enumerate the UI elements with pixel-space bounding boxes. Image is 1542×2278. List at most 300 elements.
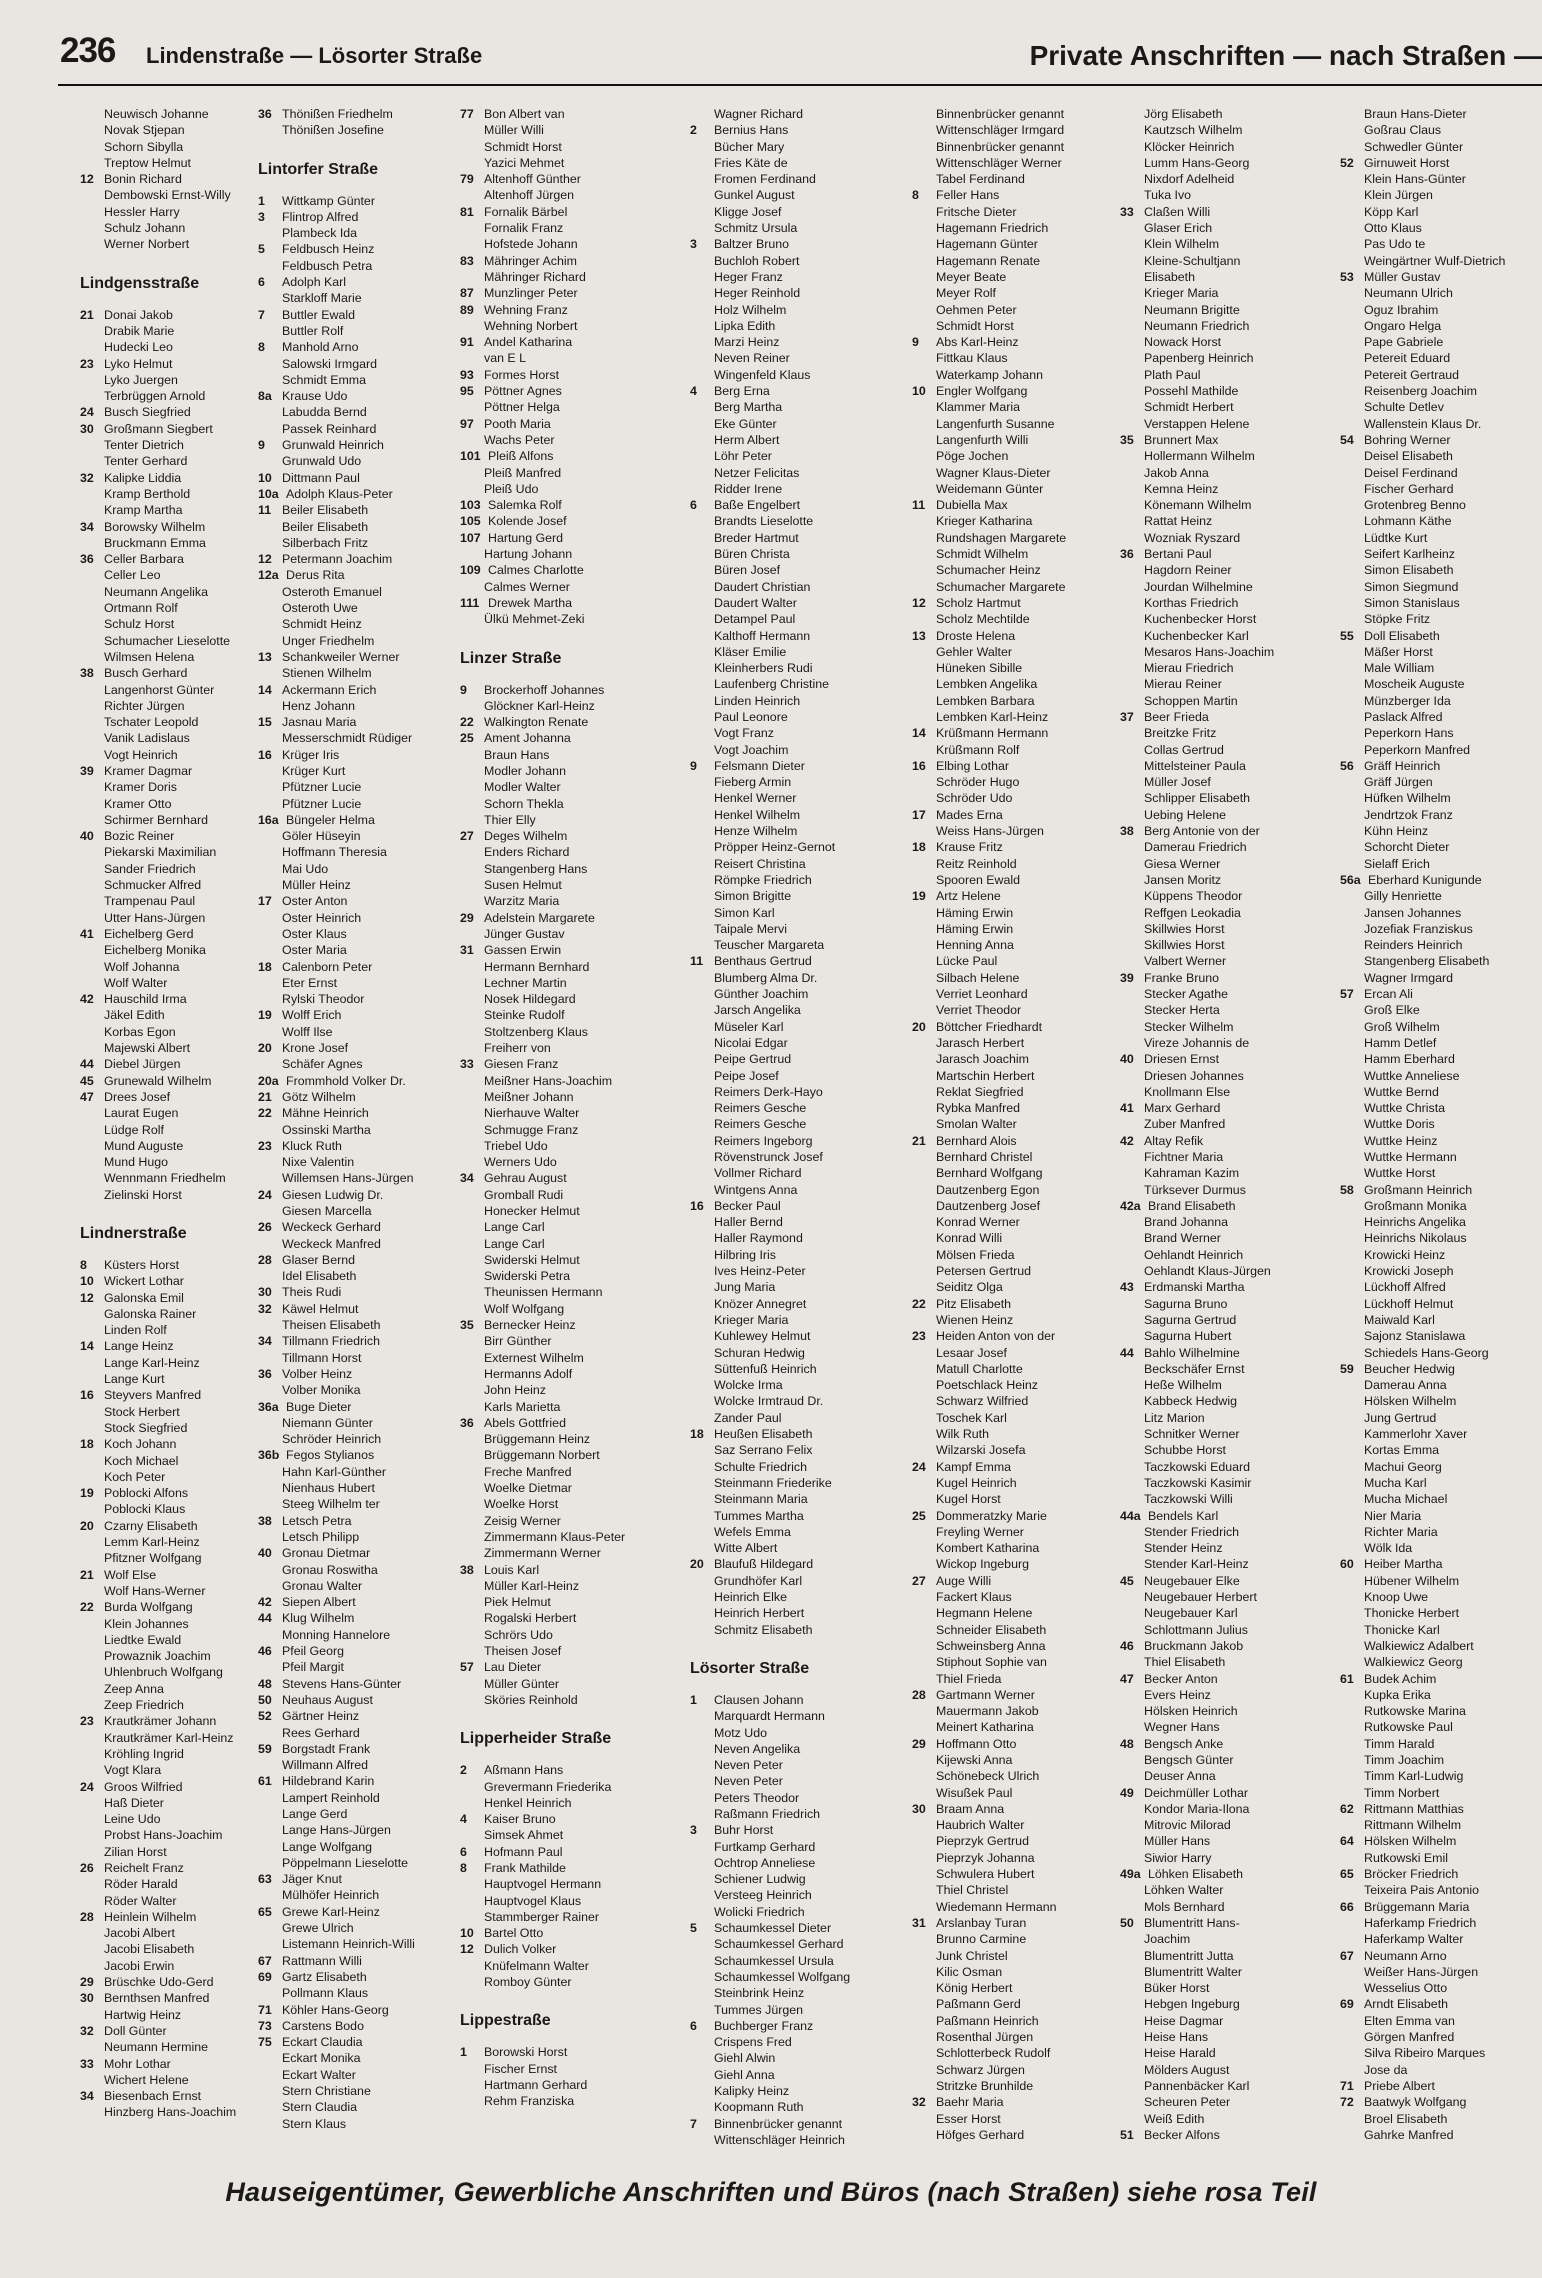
resident-entry [1120, 1084, 1325, 1100]
resident-entry [1340, 1100, 1542, 1116]
resident-entry [80, 763, 285, 779]
resident-entry [690, 1051, 895, 1067]
resident-name: Buchloh Robert [714, 253, 800, 268]
house-number: 69 [258, 1969, 272, 1984]
house-number: 11 [258, 503, 272, 518]
house-number: 8a [258, 389, 272, 404]
resident-name: Schwarz Wilfried [936, 1394, 1029, 1409]
resident-entry [690, 1475, 895, 1491]
resident-name: Theis Rudi [282, 1285, 342, 1300]
resident-name: Glöckner Karl-Heinz [484, 698, 595, 713]
resident-name: Goßrau Claus [1364, 123, 1442, 138]
resident-name: Lau Dieter [484, 1660, 542, 1675]
resident-entry [460, 844, 665, 860]
resident-name: Heise Dagmar [1144, 2013, 1224, 2028]
resident-name: Schuran Hedwig [714, 1345, 805, 1360]
resident-name: Jarasch Herbert [936, 1035, 1025, 1050]
resident-entry [460, 171, 665, 187]
resident-entry [80, 649, 285, 665]
resident-entry [912, 1931, 1117, 1947]
resident-entry [912, 562, 1117, 578]
resident-entry [460, 1464, 665, 1480]
resident-name: Müseler Karl [714, 1019, 784, 1034]
resident-name: Krüßmann Hermann [936, 726, 1049, 741]
resident-name: Verriet Theodor [936, 1003, 1022, 1018]
resident-name: Netzer Felicitas [714, 465, 800, 480]
resident-entry [1120, 171, 1325, 187]
resident-entry [80, 551, 285, 567]
resident-entry [690, 1839, 895, 1855]
resident-entry [80, 122, 285, 138]
resident-name: Wickert Lothar [104, 1274, 184, 1289]
resident-name: Wintgens Anna [714, 1182, 798, 1197]
resident-name: Feller Hans [936, 188, 1000, 203]
resident-name: Jozefiak Franziskus [1364, 921, 1473, 936]
resident-name: Stiphout Sophie van [936, 1655, 1047, 1670]
resident-entry [258, 1822, 463, 1838]
resident-entry [1120, 1149, 1325, 1165]
resident-name: Wilk Ruth [936, 1427, 990, 1442]
house-number: 12a [258, 568, 279, 583]
resident-name: Lange Hans-Jürgen [282, 1823, 391, 1838]
resident-name: Heiber Martha [1364, 1557, 1443, 1572]
resident-name: Jung Maria [714, 1280, 776, 1295]
resident-entry [80, 502, 285, 518]
resident-name: Schlipper Elisabeth [1144, 791, 1251, 806]
resident-name: Langenfurth Willi [936, 432, 1029, 447]
resident-name: Stecker Wilhelm [1144, 1019, 1234, 1034]
resident-name: Mähringer Richard [484, 269, 586, 284]
resident-name: Zilian Horst [104, 1844, 167, 1859]
resident-name: Meyer Beate [936, 269, 1007, 284]
resident-name: Krüger Kurt [282, 763, 346, 778]
house-number: 22 [80, 1600, 94, 1615]
resident-entry [690, 220, 895, 236]
resident-entry [690, 187, 895, 203]
resident-entry [912, 367, 1117, 383]
resident-name: Wiedemann Hermann [936, 1899, 1057, 1914]
house-number: 26 [258, 1220, 272, 1235]
resident-name: Kolende Josef [488, 514, 567, 529]
resident-entry [1340, 122, 1542, 138]
resident-entry [460, 1941, 665, 1957]
resident-name: Litz Marion [1144, 1410, 1205, 1425]
resident-entry [690, 1182, 895, 1198]
house-number: 18 [912, 840, 926, 855]
resident-name: Gärtner Heinz [282, 1709, 360, 1724]
resident-name: Steinbrink Heinz [714, 1986, 805, 2001]
resident-name: Wuttke Horst [1364, 1166, 1436, 1181]
resident-entry [1120, 1247, 1325, 1263]
resident-entry [912, 676, 1117, 692]
resident-name: Hamm Eberhard [1364, 1052, 1455, 1067]
house-number: 36 [258, 1366, 272, 1381]
resident-name: Male William [1364, 661, 1435, 676]
resident-entry [1340, 1556, 1542, 1572]
resident-name: Raßmann Friedrich [714, 1806, 821, 1821]
resident-name: Groos Wilfried [104, 1779, 183, 1794]
resident-name: Neugebauer Karl [1144, 1606, 1238, 1621]
resident-entry [690, 774, 895, 790]
resident-name: Sander Friedrich [104, 861, 196, 876]
resident-name: Schaumkessel Ursula [714, 1953, 834, 1968]
resident-name: Binnenbrücker genannt [714, 2116, 843, 2131]
resident-name: Hagemann Günter [936, 237, 1038, 252]
house-number: 30 [258, 1285, 272, 1300]
resident-entry [912, 856, 1117, 872]
resident-name: Neumann Hermine [104, 2040, 208, 2055]
resident-name: Dautzenberg Josef [936, 1198, 1041, 1213]
resident-name: Petermann Joachim [282, 552, 393, 567]
resident-name: Hollermann Wilhelm [1144, 449, 1255, 464]
resident-name: Weiss Hans-Jürgen [936, 824, 1044, 839]
resident-name: Deisel Elisabeth [1364, 449, 1453, 464]
resident-entry [258, 421, 463, 437]
house-number: 81 [460, 204, 474, 219]
resident-name: Lemm Karl-Heinz [104, 1535, 200, 1550]
resident-entry [912, 1279, 1117, 1295]
resident-entry [80, 404, 285, 420]
resident-name: Oehlandt Heinrich [1144, 1247, 1244, 1262]
resident-entry [690, 285, 895, 301]
resident-name: Eichelberg Gerd [104, 926, 194, 941]
resident-name: Simon Brigitte [714, 889, 792, 904]
resident-entry [912, 1133, 1117, 1149]
resident-entry [1120, 106, 1325, 122]
resident-entry [1340, 1801, 1542, 1817]
house-number: 24 [912, 1459, 926, 1474]
resident-entry [690, 1263, 895, 1279]
resident-entry [258, 1969, 463, 1985]
resident-entry [690, 465, 895, 481]
house-number: 36 [258, 107, 272, 121]
resident-name: Wittenschläger Werner [936, 155, 1062, 170]
resident-name: Brand Werner [1144, 1231, 1221, 1246]
resident-entry [690, 1198, 895, 1214]
resident-name: Neumann Friedrich [1144, 318, 1250, 333]
resident-entry [1340, 465, 1542, 481]
resident-entry [912, 481, 1117, 497]
resident-entry [1340, 1279, 1542, 1295]
resident-name: Wölk Ida [1364, 1541, 1413, 1556]
house-number: 5 [690, 1921, 697, 1936]
resident-name: Grewe Ulrich [282, 1921, 354, 1936]
resident-name: Freyling Werner [936, 1524, 1024, 1539]
house-number: 29 [80, 1975, 94, 1990]
resident-entry [1340, 937, 1542, 953]
resident-entry [690, 1084, 895, 1100]
resident-name: Böttcher Friedhardt [936, 1019, 1043, 1034]
resident-name: Häming Erwin [936, 921, 1014, 936]
resident-entry [460, 1007, 665, 1023]
resident-entry [258, 893, 463, 909]
resident-entry [258, 258, 463, 274]
resident-name: Henkel Heinrich [484, 1795, 572, 1810]
resident-entry [690, 334, 895, 350]
resident-entry [1120, 758, 1325, 774]
resident-name: Jendrtzok Franz [1364, 807, 1453, 822]
resident-name: Grunwald Udo [282, 454, 362, 469]
resident-name: Röder Harald [104, 1877, 178, 1892]
resident-entry [690, 1622, 895, 1638]
resident-entry [258, 274, 463, 290]
resident-entry [1120, 1393, 1325, 1409]
resident-name: Rutkowske Paul [1364, 1720, 1453, 1735]
resident-entry [1340, 1019, 1542, 1035]
resident-name: Erdmanski Martha [1144, 1280, 1245, 1295]
resident-entry [258, 763, 463, 779]
resident-name: Verriet Leonhard [936, 987, 1028, 1002]
resident-name: Jarsch Angelika [714, 1003, 801, 1018]
resident-entry [912, 1296, 1117, 1312]
resident-entry [460, 383, 665, 399]
house-number: 40 [258, 1546, 272, 1561]
resident-name: Höfges Gerhard [936, 2127, 1025, 2142]
resident-entry [1340, 1687, 1542, 1703]
resident-entry [912, 888, 1117, 904]
resident-name: Bernhard Alois [936, 1133, 1017, 1148]
resident-entry [1120, 1019, 1325, 1035]
resident-entry [258, 1659, 463, 1675]
resident-entry [690, 106, 895, 122]
resident-entry [1340, 2013, 1542, 2029]
resident-name: Oster Anton [282, 894, 348, 909]
resident-entry [80, 323, 285, 339]
resident-entry [460, 1925, 665, 1941]
resident-entry [912, 1312, 1117, 1328]
resident-name: Toschek Karl [936, 1410, 1007, 1425]
house-number: 75 [258, 2035, 272, 2050]
resident-name: Fackert Klaus [936, 1590, 1012, 1605]
resident-name: Pas Udo te [1364, 237, 1426, 252]
resident-name: Schlottmann Julius [1144, 1622, 1248, 1637]
resident-name: Skillwies Horst [1144, 938, 1225, 953]
resident-entry [258, 1562, 463, 1578]
resident-entry [1120, 497, 1325, 513]
house-number: 105 [460, 514, 481, 529]
resident-name: Bengsch Günter [1144, 1752, 1234, 1767]
resident-entry [460, 1659, 665, 1675]
resident-entry [690, 2067, 895, 2083]
resident-name: Sajonz Stanislawa [1364, 1329, 1466, 1344]
resident-entry [690, 562, 895, 578]
resident-name: Bernthsen Manfred [104, 1991, 210, 2006]
resident-entry [912, 774, 1117, 790]
resident-name: Jarasch Joachim [936, 1052, 1029, 1067]
resident-name: van E L [484, 351, 527, 366]
resident-entry [258, 1627, 463, 1643]
resident-name: Grunwald Heinrich [282, 438, 384, 453]
resident-entry [460, 1154, 665, 1170]
resident-name: Zeep Anna [104, 1681, 164, 1696]
resident-name: Büker Horst [1144, 1981, 1210, 1996]
resident-entry [1120, 953, 1325, 969]
house-number: 73 [258, 2018, 272, 2033]
resident-name: Glaser Bernd [282, 1252, 356, 1267]
resident-entry [80, 1762, 285, 1778]
resident-entry [80, 1518, 285, 1534]
resident-name: Stangenberg Elisabeth [1364, 954, 1490, 969]
resident-name: Stender Heinz [1144, 1541, 1223, 1556]
resident-entry [1340, 350, 1542, 366]
resident-name: Knüfelmann Walter [484, 1958, 589, 1973]
resident-name: Wittenschläger Irmgard [936, 123, 1065, 138]
resident-entry [258, 290, 463, 306]
resident-name: Letsch Petra [282, 1513, 352, 1528]
resident-name: Silbach Helene [936, 970, 1020, 985]
resident-name: Dembowski Ernst-Willy [104, 188, 231, 203]
resident-entry [460, 481, 665, 497]
resident-entry [690, 872, 895, 888]
resident-name: Heinlein Wilhelm [104, 1909, 197, 1924]
resident-name: Kugel Horst [936, 1492, 1001, 1507]
resident-entry [460, 1122, 665, 1138]
resident-entry [1120, 1345, 1325, 1361]
house-number: 45 [1120, 1573, 1134, 1588]
resident-name: Grundhöfer Karl [714, 1573, 803, 1588]
resident-entry [258, 1431, 463, 1447]
resident-entry [80, 1355, 285, 1371]
resident-entry [912, 1573, 1117, 1589]
resident-entry [1120, 139, 1325, 155]
resident-name: Stoltzenberg Klaus [484, 1024, 589, 1039]
resident-entry [460, 530, 665, 546]
resident-entry [1340, 546, 1542, 562]
resident-entry [460, 1610, 665, 1626]
resident-name: Lücke Paul [936, 954, 998, 969]
house-number: 21 [258, 1089, 272, 1104]
house-number: 55 [1340, 628, 1354, 643]
house-number: 32 [258, 1301, 272, 1316]
resident-entry [912, 1459, 1117, 1475]
resident-name: Stender Friedrich [1144, 1524, 1240, 1539]
resident-entry [1340, 1198, 1542, 1214]
resident-name: Reichelt Franz [104, 1860, 184, 1875]
resident-name: Braun Hans-Dieter [1364, 107, 1467, 121]
resident-entry [1340, 155, 1542, 171]
resident-entry [1120, 2062, 1325, 2078]
resident-entry [80, 1599, 285, 1615]
resident-entry [80, 2104, 285, 2120]
house-number: 17 [258, 894, 272, 909]
resident-entry [690, 611, 895, 627]
resident-name: Lüdtke Kurt [1364, 530, 1428, 545]
resident-entry [258, 1936, 463, 1952]
resident-name: Scholz Hartmut [936, 595, 1021, 610]
resident-name: Thönißen Friedhelm [282, 107, 393, 121]
resident-entry [1340, 1426, 1542, 1442]
resident-name: Stern Klaus [282, 2116, 347, 2131]
resident-name: Monning Hannelore [282, 1627, 391, 1642]
resident-entry [258, 1089, 463, 1105]
house-number: 22 [912, 1296, 926, 1311]
resident-entry [258, 1871, 463, 1887]
resident-name: Schwarz Jürgen [936, 2062, 1025, 2077]
resident-name: Werners Udo [484, 1155, 557, 1170]
house-number: 34 [80, 2089, 94, 2104]
resident-name: Nier Maria [1364, 1508, 1422, 1523]
resident-entry [80, 1257, 285, 1273]
resident-entry [912, 905, 1117, 921]
resident-name: Calmes Werner [484, 579, 570, 594]
resident-entry [1120, 1850, 1325, 1866]
resident-entry [258, 844, 463, 860]
house-number: 40 [80, 829, 94, 844]
resident-entry [1340, 1752, 1542, 1768]
resident-name: Stecker Herta [1144, 1003, 1220, 1018]
resident-name: Neugebauer Elke [1144, 1573, 1240, 1588]
resident-entry [1120, 611, 1325, 627]
resident-name: Hauptvogel Hermann [484, 1877, 602, 1892]
resident-entry [1120, 1361, 1325, 1377]
resident-name: Hölsken Wilhelm [1364, 1834, 1457, 1849]
resident-name: Otto Klaus [1364, 221, 1422, 236]
resident-entry [690, 1605, 895, 1621]
resident-entry [1120, 1459, 1325, 1475]
resident-name: Gronau Dietmar [282, 1546, 371, 1561]
resident-name: Feldbusch Heinz [282, 242, 375, 257]
house-number: 30 [80, 1991, 94, 2006]
resident-entry [258, 1904, 463, 1920]
resident-entry [258, 356, 463, 372]
resident-name: Pfützner Lucie [282, 796, 362, 811]
resident-entry [1340, 1915, 1542, 1931]
resident-name: Kligge Josef [714, 204, 782, 219]
house-number: 32 [912, 2095, 926, 2110]
resident-name: Häming Erwin [936, 905, 1014, 920]
resident-name: Simsek Ahmet [484, 1828, 564, 1843]
resident-entry [460, 1779, 665, 1795]
resident-entry [1340, 285, 1542, 301]
house-number: 10 [460, 1926, 474, 1941]
resident-name: Neugebauer Herbert [1144, 1590, 1257, 1605]
resident-name: Siepen Albert [282, 1595, 356, 1610]
resident-entry [1340, 742, 1542, 758]
resident-name: Deuser Anna [1144, 1769, 1216, 1784]
resident-entry [80, 1779, 285, 1795]
resident-name: Mierau Friedrich [1144, 661, 1234, 676]
resident-entry [690, 1806, 895, 1822]
resident-name: Linden Rolf [104, 1323, 167, 1338]
resident-name: Enders Richard [484, 845, 570, 860]
resident-entry [690, 236, 895, 252]
resident-name: Pfeil Georg [282, 1644, 344, 1659]
resident-name: Wehning Franz [484, 302, 568, 317]
resident-entry [80, 388, 285, 404]
resident-name: Berg Martha [714, 400, 783, 415]
resident-entry [1120, 709, 1325, 725]
resident-entry [460, 1562, 665, 1578]
resident-entry [460, 1676, 665, 1692]
resident-entry [460, 975, 665, 991]
resident-entry [690, 839, 895, 855]
resident-entry [1340, 204, 1542, 220]
resident-entry [80, 1404, 285, 1420]
resident-name: Richter Maria [1364, 1524, 1438, 1539]
resident-entry [1340, 302, 1542, 318]
resident-entry [1340, 905, 1542, 921]
resident-name: Bahlo Wilhelmine [1144, 1345, 1240, 1360]
house-number: 95 [460, 384, 474, 399]
house-number: 48 [1120, 1736, 1134, 1751]
resident-name: Baltzer Bruno [714, 237, 790, 252]
resident-name: Jansen Johannes [1364, 905, 1462, 920]
resident-name: Wolicki Friedrich [714, 1904, 805, 1919]
resident-name: Kampf Emma [936, 1459, 1012, 1474]
resident-name: Korbas Egon [104, 1024, 176, 1039]
resident-entry [460, 318, 665, 334]
resident-name: Theisen Elisabeth [282, 1318, 381, 1333]
